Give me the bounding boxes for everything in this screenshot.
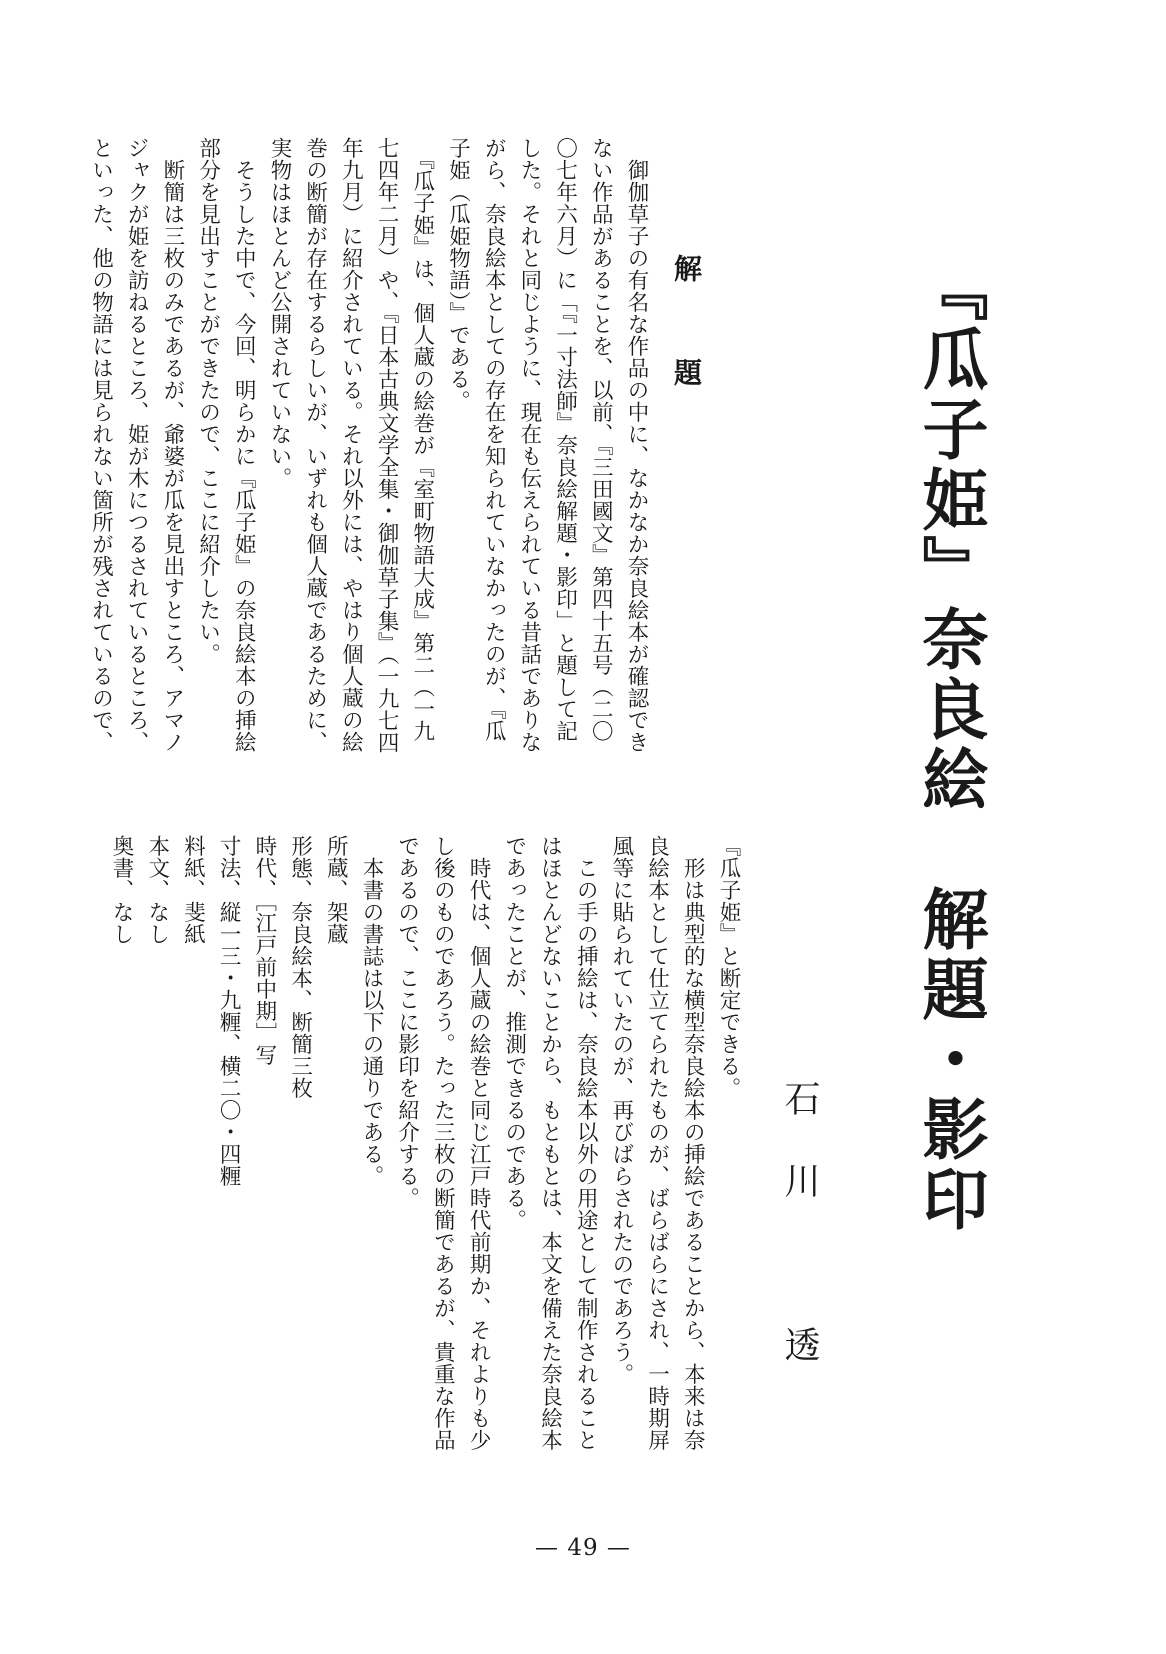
text-line: であるので、ここに影印を紹介する。 [394,835,420,1209]
text-line: がら、奈良絵本としての存在を知られていなかったのが、『瓜 [481,137,507,743]
text-line: 奥書、なし [109,835,135,945]
text-line: 巻の断簡が存在するらしいが、いずれも個人蔵であるために、 [302,137,328,753]
text-line: 部分を見出すことができたので、ここに紹介したい。 [195,137,221,665]
text-line: 年九月）に紹介されている。それ以外には、やはり個人蔵の絵 [338,137,364,753]
text-line: した。それと同じように、現在も伝えられている昔話でありな [516,137,542,753]
article-title: 『瓜子姫』奈良絵 解題・影印 [911,255,989,1235]
text-line: この手の挿絵は、奈良絵本以外の用途として制作されること [573,835,599,1451]
text-line: 実物はほとんど公開されていない。 [266,137,292,489]
text-line: 『瓜子姫』は、個人蔵の絵巻が『室町物語大成』第二（一九 [409,137,435,743]
text-line: 寸法、縦一三・九糎、横二〇・四糎 [216,835,242,1187]
text-line: 時代は、個人蔵の絵巻と同じ江戸時代前期か、それよりも少 [466,835,492,1451]
text-line: はほとんどないことから、もともとは、本文を備えた奈良絵本 [537,835,563,1451]
text-line: 本文、なし [144,835,170,945]
text-line: 料紙、斐紙 [180,835,206,945]
text-line: 御伽草子の有名な作品の中に、なかなか奈良絵本が確認でき [624,137,649,753]
text-line: 風等に貼られていたのが、再びばらされたのであろう。 [608,835,634,1385]
page-number: — 49 — [535,1535,631,1561]
text-line: し後のものであろう。たった三枚の断簡であるが、貴重な作品 [430,835,456,1451]
text-line: ない作品があることを、以前、『三田國文』第四十五号（二〇 [588,137,614,743]
text-line: といった、他の物語には見られない箇所が残されているので、 [88,137,114,753]
text-line: 形態、奈良絵本、断簡三枚 [287,835,313,1099]
text-line: 形は典型的な横型奈良絵本の挿絵であることから、本来は奈 [680,835,706,1451]
author-name: 石川 透 [779,1080,820,1408]
text-line: 時代、［江戸前中期］写 [251,835,277,1067]
text-line: 〇七年六月）に「『一寸法師』奈良絵解題・影印」と題して記 [552,137,578,743]
text-line: であったことが、推測できるのである。 [501,835,527,1231]
text-line: 断簡は三枚のみであるが、爺婆が瓜を見出すところ、アマノ [159,137,185,753]
text-line: 所蔵、架蔵 [323,835,349,945]
text-line: そうした中で、今回、明らかに『瓜子姫』の奈良絵本の挿絵 [231,137,257,753]
body-text-upper [83,137,654,754]
text-line: 七四年二月）や、『日本古典文学全集・御伽草子集』（一九七四 [374,137,400,754]
text-line: 子姫（瓜姫物語）』である。 [445,137,471,413]
text-line: 良絵本として仕立てられたものが、ばらばらにされ、一時期屏 [644,835,670,1451]
text-line: 『瓜子姫』と断定できる。 [716,835,741,1099]
body-text-lower [103,835,746,1451]
section-heading: 解 題 [670,254,703,410]
text-line: ジャクが姫を訪ねるところ、姫が木につるされているところ、 [124,137,150,753]
text-line: 本書の書誌は以下の通りである。 [358,835,384,1187]
